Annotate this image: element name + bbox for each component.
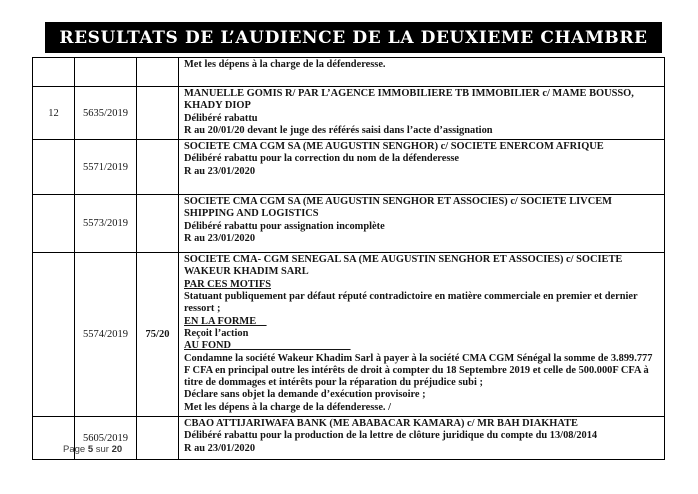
cell-row-number: 12 (33, 87, 75, 140)
cell-decision-number (137, 140, 179, 195)
banner (45, 22, 662, 53)
text-line: R au 23/01/2020 (184, 233, 256, 245)
cell-case-number: 5571/2019 (75, 140, 137, 195)
text-line: EN LA FORME (184, 315, 267, 327)
text-line: SOCIETE CMA CGM SA (ME AUGUSTIN SENGHOR ET ASSOCIES) c/ SOCIETE LIVCEM SHIPPING AND LOGISTICS (184, 196, 615, 220)
cell-decision-number (137, 417, 179, 460)
footer-label-sur: sur (95, 444, 109, 455)
text-line: Met les dépens à la charge de la défenderesse. / (184, 401, 392, 413)
table-row (33, 140, 665, 195)
cell-decision-number: 75/20 (137, 253, 179, 417)
text-line: Déclare sans objet la demande d’exécution provisoire ; (184, 389, 426, 401)
table-row (33, 417, 665, 460)
cell-case-number: 5605/2019 (75, 417, 137, 460)
cell-result-text (179, 58, 665, 87)
text-line: Délibéré rabattu pour la correction du nom de la défenderesse (184, 153, 460, 165)
text-line: SOCIETE CMA- CGM SENEGAL SA (ME AUGUSTIN SENGHOR ET ASSOCIES) c/ SOCIETE WAKEUR KHADIM SARL (184, 254, 625, 278)
text-line: R au 23/01/2020 (184, 442, 256, 454)
text-line: Délibéré rabattu pour la production de la lettre de clôture juridique du compte du 13/08/2014 (184, 430, 598, 442)
page-footer (63, 444, 122, 455)
page-title: RESULTATS DE L’AUDIENCE DE LA DEUXIEME CHAMBRE (59, 27, 648, 48)
table-row (33, 87, 665, 140)
cell-decision-number (137, 87, 179, 140)
text-line: Délibéré rabattu pour assignation incomplète (184, 220, 385, 232)
cell-result-text (179, 253, 665, 417)
cell-result-text (179, 87, 665, 140)
footer-current-page: 5 (87, 444, 94, 455)
cell-row-number (33, 253, 75, 417)
text-line: MANUELLE GOMIS R/ PAR L’AGENCE IMMOBILIERE TB IMMOBILIER c/ MAME BOUSSO, KHADY DIOP (184, 88, 637, 112)
text-line: R au 23/01/2020 (184, 165, 256, 177)
cell-result-text (179, 140, 665, 195)
text-line: Condamne la société Wakeur Khadim Sarl à payer à la société CMA CGM Sénégal la somme de 3.899.777 F CFA en principal outre les intérêts de droit à compter du 18 Septembre 2019 et celle de 500.000F CFA à titre de dommages et intérêts pour la réparation du préjudice subi ; (184, 352, 656, 389)
text-line: Délibéré rabattu (184, 112, 258, 124)
text-line: SOCIETE CMA CGM SA (ME AUGUSTIN SENGHOR) c/ SOCIETE ENERCOM AFRIQUE (184, 141, 604, 153)
table-row (33, 253, 665, 417)
cell-case-number (75, 58, 137, 87)
text-line: Reçoit l’action (184, 327, 249, 339)
text-line: Met les dépens à la charge de la défenderesse. (184, 59, 386, 70)
table-row (33, 58, 665, 87)
cell-decision-number (137, 58, 179, 87)
cell-row-number (33, 140, 75, 195)
cell-result-text (179, 195, 665, 253)
text-line: R au 20/01/20 devant le juge des référés saisi dans l’acte d’assignation (184, 124, 493, 136)
results-table (32, 57, 665, 460)
text-line: Statuant publiquement par défaut réputé contradictoire en matière commerciale en premier et dernier ressort ; (184, 291, 641, 315)
cell-decision-number (137, 195, 179, 253)
footer-total-pages: 20 (111, 444, 123, 455)
cell-row-number (33, 58, 75, 87)
cell-row-number (33, 195, 75, 253)
cell-case-number: 5573/2019 (75, 195, 137, 253)
cell-case-number: 5574/2019 (75, 253, 137, 417)
text-line: CBAO ATTIJARIWAFA BANK (ME ABABACAR KAMARA) c/ MR BAH DIAKHATE (184, 418, 578, 430)
text-line: PAR CES MOTIFS (184, 278, 271, 290)
table-row (33, 195, 665, 253)
cell-result-text (179, 417, 665, 460)
cell-case-number: 5635/2019 (75, 87, 137, 140)
footer-label-page: Page (63, 444, 86, 455)
text-line: AU FOND (184, 340, 351, 352)
